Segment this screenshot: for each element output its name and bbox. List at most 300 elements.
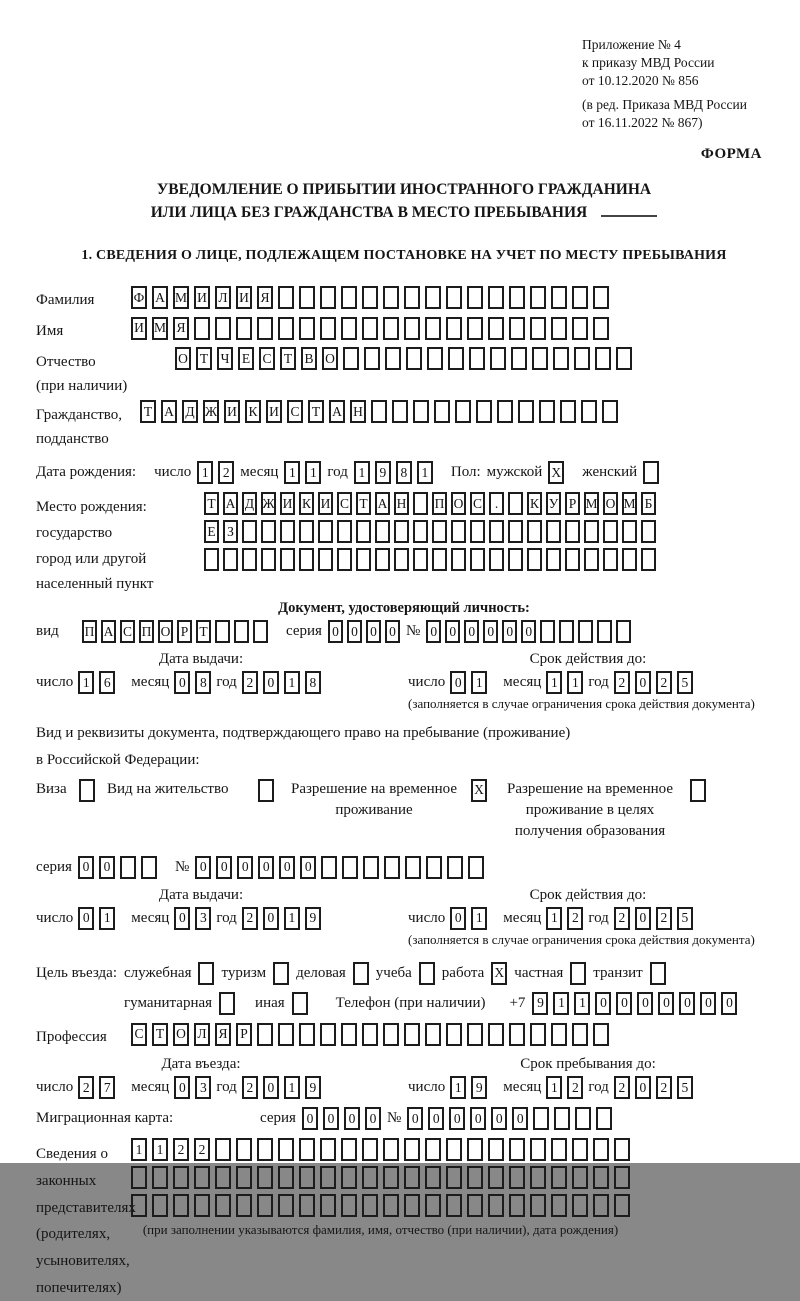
char-cell[interactable]	[173, 1166, 189, 1189]
char-cell[interactable]	[488, 286, 504, 309]
char-cell[interactable]	[596, 1107, 612, 1130]
char-cell[interactable]	[194, 1194, 210, 1217]
char-cell[interactable]: У	[546, 492, 561, 515]
char-cell[interactable]: Л	[194, 1023, 210, 1046]
char-cell[interactable]	[383, 286, 399, 309]
char-cell[interactable]: 0	[263, 671, 279, 694]
char-cell[interactable]: 0	[637, 992, 653, 1015]
char-cell[interactable]	[257, 317, 273, 340]
char-cell[interactable]: 2	[242, 907, 258, 930]
char-cell[interactable]	[432, 520, 447, 543]
char-cell[interactable]	[546, 520, 561, 543]
char-cell[interactable]	[508, 520, 523, 543]
purpose-business-checkbox[interactable]	[353, 962, 369, 985]
char-cell[interactable]	[356, 548, 371, 571]
char-cell[interactable]	[321, 856, 337, 879]
char-cell[interactable]: 0	[635, 907, 651, 930]
char-cell[interactable]	[488, 317, 504, 340]
char-cell[interactable]	[257, 1194, 273, 1217]
char-cell[interactable]: Т	[308, 400, 324, 423]
char-cell[interactable]: 0	[491, 1107, 507, 1130]
char-cell[interactable]	[616, 347, 632, 370]
char-cell[interactable]	[508, 492, 523, 515]
char-cell[interactable]	[320, 1194, 336, 1217]
char-cell[interactable]: 0	[721, 992, 737, 1015]
char-cell[interactable]: П	[139, 620, 154, 643]
char-cell[interactable]	[511, 347, 527, 370]
char-cell[interactable]	[553, 347, 569, 370]
char-cell[interactable]	[375, 548, 390, 571]
char-cell[interactable]	[385, 347, 401, 370]
char-cell[interactable]: 0	[302, 1107, 318, 1130]
char-cell[interactable]: 0	[365, 1107, 381, 1130]
char-cell[interactable]	[565, 520, 580, 543]
char-cell[interactable]	[223, 548, 238, 571]
char-cell[interactable]: 2	[567, 1076, 583, 1099]
char-cell[interactable]	[299, 520, 314, 543]
char-cell[interactable]: Н	[394, 492, 409, 515]
char-cell[interactable]	[394, 520, 409, 543]
char-cell[interactable]: 2	[218, 461, 234, 484]
char-cell[interactable]	[383, 317, 399, 340]
sex-male-checkbox[interactable]: X	[548, 461, 564, 484]
char-cell[interactable]	[551, 1194, 567, 1217]
char-cell[interactable]	[131, 1166, 147, 1189]
char-cell[interactable]	[622, 548, 637, 571]
char-cell[interactable]: 1	[284, 907, 300, 930]
char-cell[interactable]	[341, 317, 357, 340]
char-cell[interactable]	[602, 400, 618, 423]
char-cell[interactable]: 1	[567, 671, 583, 694]
char-cell[interactable]	[318, 520, 333, 543]
char-cell[interactable]	[278, 317, 294, 340]
char-cell[interactable]	[508, 548, 523, 571]
char-cell[interactable]: 0	[635, 1076, 651, 1099]
char-cell[interactable]: Т	[356, 492, 371, 515]
char-cell[interactable]	[451, 548, 466, 571]
char-cell[interactable]	[413, 400, 429, 423]
char-cell[interactable]	[593, 1166, 609, 1189]
char-cell[interactable]: 1	[354, 461, 370, 484]
char-cell[interactable]: М	[622, 492, 637, 515]
char-cell[interactable]	[527, 520, 542, 543]
char-cell[interactable]	[280, 548, 295, 571]
char-cell[interactable]: 3	[195, 1076, 211, 1099]
char-cell[interactable]: 0	[174, 1076, 190, 1099]
char-cell[interactable]	[299, 1138, 315, 1161]
char-cell[interactable]: М	[584, 492, 599, 515]
char-cell[interactable]	[518, 400, 534, 423]
char-cell[interactable]	[497, 400, 513, 423]
char-cell[interactable]	[509, 317, 525, 340]
char-cell[interactable]	[593, 1194, 609, 1217]
char-cell[interactable]	[341, 286, 357, 309]
char-cell[interactable]	[530, 286, 546, 309]
char-cell[interactable]: 9	[375, 461, 391, 484]
char-cell[interactable]: 1	[284, 461, 300, 484]
char-cell[interactable]	[131, 1194, 147, 1217]
char-cell[interactable]	[261, 520, 276, 543]
char-cell[interactable]: 1	[152, 1138, 168, 1161]
char-cell[interactable]	[383, 1023, 399, 1046]
char-cell[interactable]	[278, 1194, 294, 1217]
char-cell[interactable]	[489, 520, 504, 543]
char-cell[interactable]	[533, 1107, 549, 1130]
char-cell[interactable]: 9	[532, 992, 548, 1015]
char-cell[interactable]: 0	[344, 1107, 360, 1130]
char-cell[interactable]: А	[101, 620, 116, 643]
char-cell[interactable]	[572, 1138, 588, 1161]
char-cell[interactable]	[234, 620, 249, 643]
char-cell[interactable]: 8	[195, 671, 211, 694]
char-cell[interactable]: И	[280, 492, 295, 515]
char-cell[interactable]	[597, 620, 612, 643]
char-cell[interactable]	[394, 548, 409, 571]
char-cell[interactable]	[141, 856, 157, 879]
char-cell[interactable]: 0	[450, 907, 466, 930]
char-cell[interactable]	[318, 548, 333, 571]
char-cell[interactable]	[551, 1023, 567, 1046]
char-cell[interactable]	[404, 1166, 420, 1189]
char-cell[interactable]	[383, 1194, 399, 1217]
char-cell[interactable]	[560, 400, 576, 423]
char-cell[interactable]: 2	[242, 671, 258, 694]
char-cell[interactable]	[565, 548, 580, 571]
char-cell[interactable]: Т	[196, 347, 212, 370]
char-cell[interactable]: В	[301, 347, 317, 370]
char-cell[interactable]	[572, 286, 588, 309]
char-cell[interactable]: 0	[449, 1107, 465, 1130]
char-cell[interactable]: 1	[284, 1076, 300, 1099]
char-cell[interactable]: 1	[574, 992, 590, 1015]
char-cell[interactable]	[614, 1194, 630, 1217]
char-cell[interactable]	[426, 856, 442, 879]
char-cell[interactable]: Е	[204, 520, 219, 543]
char-cell[interactable]	[343, 347, 359, 370]
char-cell[interactable]	[375, 520, 390, 543]
char-cell[interactable]: 5	[677, 671, 693, 694]
char-cell[interactable]	[152, 1166, 168, 1189]
char-cell[interactable]: 2	[173, 1138, 189, 1161]
char-cell[interactable]	[432, 548, 447, 571]
char-cell[interactable]: 1	[546, 671, 562, 694]
char-cell[interactable]: 2	[614, 907, 630, 930]
char-cell[interactable]: 0	[216, 856, 232, 879]
char-cell[interactable]	[509, 1138, 525, 1161]
char-cell[interactable]: 0	[279, 856, 295, 879]
char-cell[interactable]	[236, 1138, 252, 1161]
char-cell[interactable]	[641, 520, 656, 543]
char-cell[interactable]	[489, 548, 504, 571]
char-cell[interactable]	[257, 1023, 273, 1046]
char-cell[interactable]	[278, 1138, 294, 1161]
char-cell[interactable]: 5	[677, 1076, 693, 1099]
char-cell[interactable]: 0	[502, 620, 517, 643]
char-cell[interactable]	[551, 317, 567, 340]
char-cell[interactable]: К	[245, 400, 261, 423]
char-cell[interactable]	[425, 1023, 441, 1046]
char-cell[interactable]	[356, 520, 371, 543]
char-cell[interactable]	[278, 1166, 294, 1189]
char-cell[interactable]	[490, 347, 506, 370]
char-cell[interactable]: 1	[131, 1138, 147, 1161]
char-cell[interactable]	[236, 1166, 252, 1189]
char-cell[interactable]: О	[322, 347, 338, 370]
char-cell[interactable]: 0	[195, 856, 211, 879]
char-cell[interactable]	[278, 286, 294, 309]
char-cell[interactable]: Ж	[203, 400, 219, 423]
char-cell[interactable]	[337, 548, 352, 571]
char-cell[interactable]	[551, 286, 567, 309]
char-cell[interactable]: 0	[328, 620, 343, 643]
char-cell[interactable]	[362, 317, 378, 340]
char-cell[interactable]: 0	[512, 1107, 528, 1130]
char-cell[interactable]	[152, 1194, 168, 1217]
char-cell[interactable]: 1	[471, 671, 487, 694]
char-cell[interactable]	[299, 1166, 315, 1189]
char-cell[interactable]: Ж	[261, 492, 276, 515]
char-cell[interactable]	[299, 548, 314, 571]
option-temp-residence-checkbox[interactable]: X	[471, 779, 487, 802]
purpose-other-checkbox[interactable]	[292, 992, 308, 1015]
char-cell[interactable]: 1	[197, 461, 213, 484]
char-cell[interactable]	[530, 1023, 546, 1046]
char-cell[interactable]	[362, 1166, 378, 1189]
char-cell[interactable]	[299, 286, 315, 309]
char-cell[interactable]: 0	[385, 620, 400, 643]
char-cell[interactable]: С	[470, 492, 485, 515]
char-cell[interactable]	[578, 620, 593, 643]
char-cell[interactable]: 2	[656, 1076, 672, 1099]
char-cell[interactable]	[425, 1138, 441, 1161]
char-cell[interactable]	[425, 286, 441, 309]
char-cell[interactable]	[446, 1194, 462, 1217]
char-cell[interactable]	[572, 1023, 588, 1046]
purpose-study-checkbox[interactable]	[419, 962, 435, 985]
char-cell[interactable]: 9	[471, 1076, 487, 1099]
char-cell[interactable]	[447, 856, 463, 879]
char-cell[interactable]: И	[224, 400, 240, 423]
char-cell[interactable]	[236, 317, 252, 340]
char-cell[interactable]	[425, 317, 441, 340]
char-cell[interactable]: 6	[99, 671, 115, 694]
char-cell[interactable]	[540, 620, 555, 643]
char-cell[interactable]	[488, 1194, 504, 1217]
char-cell[interactable]: 0	[263, 1076, 279, 1099]
char-cell[interactable]	[470, 520, 485, 543]
char-cell[interactable]: П	[432, 492, 447, 515]
char-cell[interactable]	[337, 520, 352, 543]
char-cell[interactable]	[341, 1194, 357, 1217]
char-cell[interactable]	[446, 1166, 462, 1189]
char-cell[interactable]: Т	[140, 400, 156, 423]
char-cell[interactable]	[320, 1166, 336, 1189]
char-cell[interactable]	[425, 1194, 441, 1217]
char-cell[interactable]: 2	[656, 907, 672, 930]
char-cell[interactable]	[593, 286, 609, 309]
char-cell[interactable]	[527, 548, 542, 571]
char-cell[interactable]: С	[337, 492, 352, 515]
char-cell[interactable]	[215, 1166, 231, 1189]
char-cell[interactable]	[551, 1166, 567, 1189]
char-cell[interactable]	[509, 1166, 525, 1189]
char-cell[interactable]: 0	[635, 671, 651, 694]
char-cell[interactable]	[595, 347, 611, 370]
char-cell[interactable]	[405, 856, 421, 879]
char-cell[interactable]	[413, 548, 428, 571]
char-cell[interactable]	[467, 286, 483, 309]
char-cell[interactable]: 0	[99, 856, 115, 879]
char-cell[interactable]: З	[223, 520, 238, 543]
char-cell[interactable]: Л	[215, 286, 231, 309]
char-cell[interactable]	[384, 856, 400, 879]
char-cell[interactable]	[488, 1166, 504, 1189]
char-cell[interactable]: 8	[305, 671, 321, 694]
char-cell[interactable]	[261, 548, 276, 571]
char-cell[interactable]: Т	[196, 620, 211, 643]
char-cell[interactable]: С	[287, 400, 303, 423]
char-cell[interactable]: Я	[257, 286, 273, 309]
char-cell[interactable]	[341, 1023, 357, 1046]
char-cell[interactable]: 0	[445, 620, 460, 643]
char-cell[interactable]: 0	[450, 671, 466, 694]
char-cell[interactable]: 7	[99, 1076, 115, 1099]
char-cell[interactable]	[530, 1166, 546, 1189]
char-cell[interactable]	[362, 1023, 378, 1046]
option-temp-residence-education-checkbox[interactable]	[690, 779, 706, 802]
char-cell[interactable]: 5	[677, 907, 693, 930]
char-cell[interactable]: 0	[658, 992, 674, 1015]
purpose-private-checkbox[interactable]	[570, 962, 586, 985]
char-cell[interactable]: И	[266, 400, 282, 423]
char-cell[interactable]: 2	[614, 671, 630, 694]
char-cell[interactable]: 2	[78, 1076, 94, 1099]
char-cell[interactable]	[280, 520, 295, 543]
char-cell[interactable]: П	[82, 620, 97, 643]
char-cell[interactable]	[242, 520, 257, 543]
char-cell[interactable]: С	[131, 1023, 147, 1046]
char-cell[interactable]: 0	[174, 907, 190, 930]
char-cell[interactable]	[530, 1194, 546, 1217]
char-cell[interactable]	[509, 1023, 525, 1046]
char-cell[interactable]	[488, 1023, 504, 1046]
char-cell[interactable]	[469, 347, 485, 370]
char-cell[interactable]: О	[175, 347, 191, 370]
char-cell[interactable]	[530, 317, 546, 340]
char-cell[interactable]	[257, 1138, 273, 1161]
char-cell[interactable]: И	[131, 317, 147, 340]
char-cell[interactable]	[383, 1166, 399, 1189]
char-cell[interactable]: 9	[305, 1076, 321, 1099]
char-cell[interactable]: 0	[237, 856, 253, 879]
char-cell[interactable]	[215, 620, 230, 643]
char-cell[interactable]	[362, 1138, 378, 1161]
char-cell[interactable]	[341, 1138, 357, 1161]
char-cell[interactable]	[320, 1138, 336, 1161]
char-cell[interactable]	[404, 1194, 420, 1217]
char-cell[interactable]	[204, 548, 219, 571]
char-cell[interactable]	[467, 1194, 483, 1217]
char-cell[interactable]	[342, 856, 358, 879]
char-cell[interactable]	[467, 1023, 483, 1046]
char-cell[interactable]: 0	[464, 620, 479, 643]
char-cell[interactable]: Р	[177, 620, 192, 643]
char-cell[interactable]	[603, 520, 618, 543]
char-cell[interactable]	[446, 1023, 462, 1046]
char-cell[interactable]	[622, 520, 637, 543]
char-cell[interactable]	[320, 317, 336, 340]
char-cell[interactable]: А	[152, 286, 168, 309]
char-cell[interactable]: И	[236, 286, 252, 309]
char-cell[interactable]	[299, 317, 315, 340]
char-cell[interactable]: А	[161, 400, 177, 423]
char-cell[interactable]: Д	[242, 492, 257, 515]
char-cell[interactable]	[173, 1194, 189, 1217]
char-cell[interactable]	[299, 1194, 315, 1217]
char-cell[interactable]: И	[194, 286, 210, 309]
char-cell[interactable]	[593, 1138, 609, 1161]
char-cell[interactable]: 0	[521, 620, 536, 643]
char-cell[interactable]: С	[259, 347, 275, 370]
char-cell[interactable]: 0	[595, 992, 611, 1015]
char-cell[interactable]	[194, 317, 210, 340]
char-cell[interactable]	[371, 400, 387, 423]
char-cell[interactable]: 0	[258, 856, 274, 879]
char-cell[interactable]	[593, 1023, 609, 1046]
char-cell[interactable]	[278, 1023, 294, 1046]
purpose-tourism-checkbox[interactable]	[273, 962, 289, 985]
char-cell[interactable]: С	[120, 620, 135, 643]
char-cell[interactable]	[320, 1023, 336, 1046]
char-cell[interactable]	[404, 286, 420, 309]
char-cell[interactable]	[383, 1138, 399, 1161]
char-cell[interactable]: 1	[417, 461, 433, 484]
char-cell[interactable]	[404, 1138, 420, 1161]
char-cell[interactable]	[448, 347, 464, 370]
char-cell[interactable]	[551, 1138, 567, 1161]
char-cell[interactable]	[603, 548, 618, 571]
char-cell[interactable]	[257, 1166, 273, 1189]
char-cell[interactable]: 1	[546, 1076, 562, 1099]
char-cell[interactable]	[467, 1166, 483, 1189]
char-cell[interactable]	[404, 317, 420, 340]
char-cell[interactable]	[554, 1107, 570, 1130]
char-cell[interactable]	[425, 1166, 441, 1189]
char-cell[interactable]	[530, 1138, 546, 1161]
char-cell[interactable]: 8	[396, 461, 412, 484]
char-cell[interactable]: 1	[99, 907, 115, 930]
char-cell[interactable]: Я	[215, 1023, 231, 1046]
char-cell[interactable]	[299, 1023, 315, 1046]
char-cell[interactable]: 0	[470, 1107, 486, 1130]
char-cell[interactable]	[616, 620, 631, 643]
char-cell[interactable]: 0	[428, 1107, 444, 1130]
char-cell[interactable]	[341, 1166, 357, 1189]
char-cell[interactable]	[362, 286, 378, 309]
char-cell[interactable]: Ф	[131, 286, 147, 309]
char-cell[interactable]: К	[527, 492, 542, 515]
char-cell[interactable]: А	[329, 400, 345, 423]
char-cell[interactable]	[406, 347, 422, 370]
char-cell[interactable]	[559, 620, 574, 643]
char-cell[interactable]	[641, 548, 656, 571]
char-cell[interactable]	[614, 1166, 630, 1189]
char-cell[interactable]	[404, 1023, 420, 1046]
char-cell[interactable]: 0	[174, 671, 190, 694]
char-cell[interactable]: А	[223, 492, 238, 515]
char-cell[interactable]: 0	[263, 907, 279, 930]
purpose-humanitarian-checkbox[interactable]	[219, 992, 235, 1015]
